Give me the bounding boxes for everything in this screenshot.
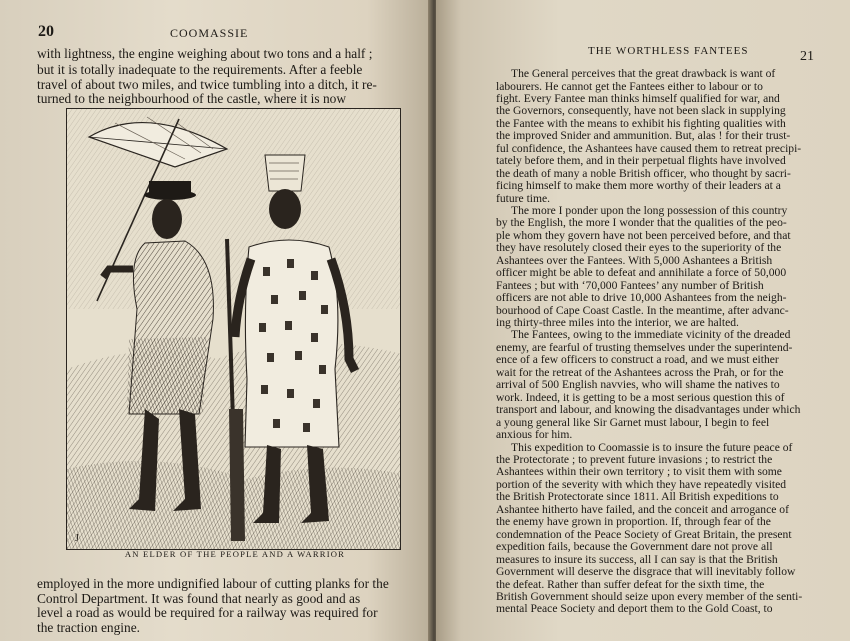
right-text-line: the improved Snider and ammunition. But, alas ! for their trust- bbox=[496, 129, 791, 143]
right-text-line: work. Indeed, it is getting to be a most serious question this of bbox=[496, 390, 785, 404]
left-text-line: travel of about two miles, and twice tumbling into a ditch, it re- bbox=[37, 77, 377, 92]
right-text-line: transport and labour, and knowing the disadvantages under which bbox=[496, 403, 801, 417]
right-text-line: officers are not able to drive 10,000 Ashantees from the neigh- bbox=[496, 291, 787, 305]
right-running-head: THE WORTHLESS FANTEES bbox=[588, 45, 749, 57]
right-text-line: Fantees ; but with ‘70,000 Fantees’ any number of British bbox=[496, 278, 764, 292]
engraving-drawing bbox=[67, 109, 401, 550]
left-text-line: employed in the more undignified labour of cutting planks for the bbox=[37, 576, 389, 591]
right-text-line: Ashantees over the Fantees. With 5,000 Ashantees a British bbox=[496, 253, 773, 267]
right-text-line: tately before them, and in their perpetual flights have involved bbox=[496, 154, 786, 168]
left-text-line: turned to the neighbourhood of the castle, where it is now bbox=[37, 91, 347, 106]
right-text-line: ence of a few officers to construct a road, and we must either bbox=[496, 353, 779, 367]
right-text-line: portion of the severity with which they have repeatedly visited bbox=[496, 477, 787, 491]
illustration-caption: AN ELDER OF THE PEOPLE AND A WARRIOR bbox=[124, 549, 346, 559]
right-text-line: they have resolutely closed their eyes to the superiority of the bbox=[496, 241, 782, 255]
right-text-line: anxious for him. bbox=[496, 428, 573, 441]
right-text-line: The more I ponder upon the long possession of this country bbox=[511, 203, 788, 217]
right-text-line: bourhood of Cape Coast Castle. In the meantime, after advanc- bbox=[496, 303, 789, 317]
right-page bbox=[436, 0, 850, 641]
right-text-line: enemy, are fearful of trusting themselves under the superintend- bbox=[496, 340, 793, 354]
right-text-line: expedition fails, because the Government dare not prove all bbox=[496, 540, 773, 554]
right-text-line: ple whom they govern have not been perceived before, and that bbox=[496, 228, 791, 242]
right-text-line: Ashantee hitherto have failed, and the conceit and arrogance of bbox=[496, 502, 789, 516]
right-text-line: future time. bbox=[496, 191, 551, 205]
right-text-line: labourers. He cannot get the Fantees either to labour or to bbox=[496, 79, 763, 93]
right-text-line: ing thirty-three miles into the interior, we are halted. bbox=[496, 316, 739, 329]
right-text-line: the death of many a noble British officer, who thought by sacri- bbox=[496, 166, 791, 180]
right-text-line: measures to insure its success, all I can say is that the British bbox=[496, 552, 778, 566]
right-text-line: This expedition to Coomassie is to insure the future peace of bbox=[511, 440, 793, 454]
right-text-line: the Fantee with the means to exhibit his fighting qualities with bbox=[496, 116, 786, 130]
right-text-line: The Fantees, owing to the immediate vicinity of the dreaded bbox=[511, 328, 791, 342]
right-text-line: wait for the retreat of the Ashantees across the Prah, or for the bbox=[496, 365, 784, 379]
left-text-line: the traction engine. bbox=[37, 620, 140, 635]
engraving-illustration bbox=[66, 108, 401, 550]
right-text-line: the defeat. Rather than suffer defeat for the sixth time, the bbox=[496, 577, 765, 591]
right-text-line: British Government should seize upon every member of the senti- bbox=[496, 589, 803, 603]
right-text-line: the Governors, consequently, have not been slack in supplying bbox=[496, 104, 786, 118]
left-page-number: 20 bbox=[38, 23, 54, 40]
right-text-line: ficing himself to make them more worthy of their leaders at a bbox=[496, 179, 781, 193]
right-text-line: The General perceives that the great drawback is want of bbox=[511, 67, 776, 80]
right-page-number: 21 bbox=[800, 49, 814, 64]
right-text-line: the British Protectorate since 1811. All British expeditions to bbox=[496, 490, 779, 504]
right-text-line: Government will deserve the disgrace that will inevitably follow bbox=[496, 565, 796, 578]
engraver-initial: J bbox=[75, 533, 79, 544]
left-text-line: with lightness, the engine weighing about two tons and a half ; bbox=[37, 46, 373, 61]
right-text-line: condemnation of the Peace Society of Great Britain, the present bbox=[496, 527, 792, 541]
right-text-line: mental Peace Society and deport them to the Gold Coast, to bbox=[496, 602, 773, 616]
right-text-line: fight. Every Fantee man thinks himself qualified for war, and bbox=[496, 91, 780, 105]
right-text-line: ful confidence, the Ashantees have caused them to retreat precipi- bbox=[496, 141, 802, 155]
right-text-line: the enemy have grown in proportion. If, through fear of the bbox=[496, 515, 771, 529]
right-text-line: a young general like Sir Garnet must labour, I begin to feel bbox=[496, 415, 770, 429]
right-text-line: the Protectorate ; to prevent future invasions ; to restrict the bbox=[496, 452, 773, 466]
right-text-line: officer might be able to defeat and annihilate a force of 50,000 bbox=[496, 266, 787, 280]
right-text-line: by the English, the more I wonder that the qualities of the peo- bbox=[496, 216, 787, 230]
left-running-head: COOMASSIE bbox=[170, 26, 249, 40]
right-text-line: Ashantees within their own territory ; to visit them with some bbox=[496, 465, 782, 479]
left-text-line: level a road as would be required for a railway was required for bbox=[37, 605, 378, 620]
left-text-line: Control Department. It was found that nearly as good and as bbox=[37, 591, 361, 606]
left-text-line: but it is totally inadequate to the requirements. After a feeble bbox=[37, 62, 363, 77]
right-text-line: arrival of 500 English navvies, who will shame the natives to bbox=[496, 378, 780, 392]
